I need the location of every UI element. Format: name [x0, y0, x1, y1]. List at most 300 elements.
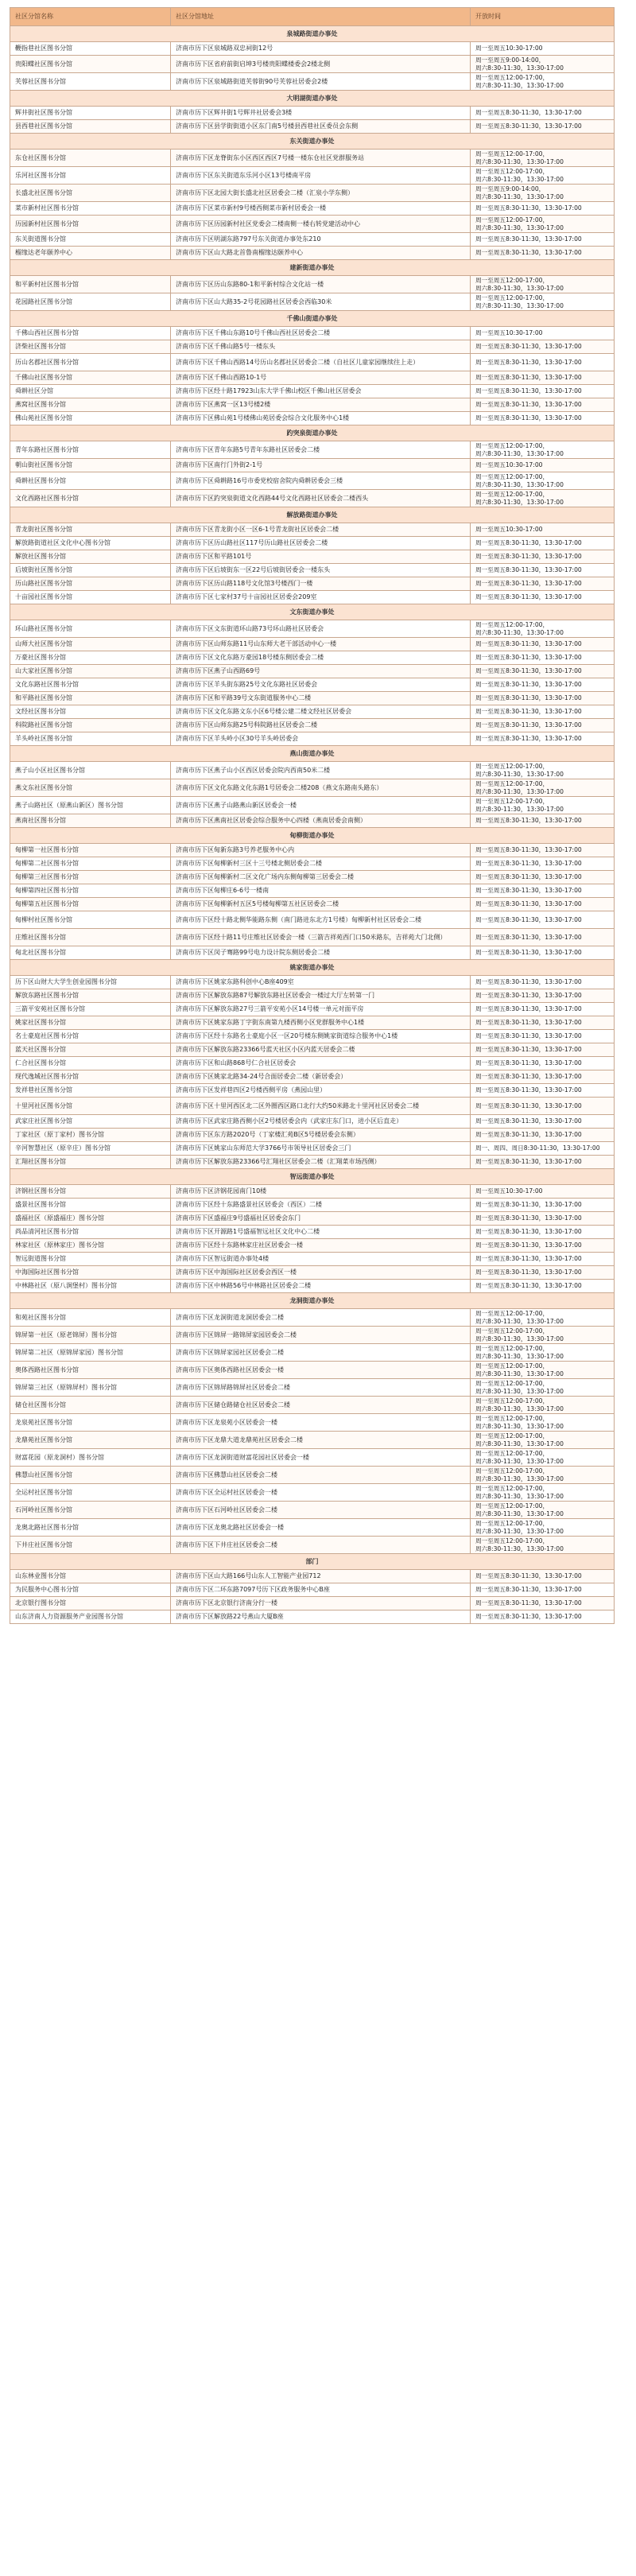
- branch-hours: 周一至周五8:30-11:30，13:30-17:00: [471, 884, 615, 898]
- branch-hours: 周一至周五12:00-17:00， 周六8:30-11:30，13:30-17:00: [471, 1309, 615, 1327]
- table-row: [10, 1344, 615, 1362]
- branch-address: 济南市历下区智远街道办事处4楼: [171, 1253, 471, 1266]
- branch-name: 鞭指巷社区图书分馆: [10, 42, 171, 56]
- district-title: 东关街道办事处: [10, 134, 615, 150]
- table-row: [10, 1502, 615, 1519]
- branch-hours: 周一至周五8:30-11:30，13:30-17:00: [471, 1115, 615, 1129]
- branch-name: 发祥巷社区图书分馆: [10, 1084, 171, 1098]
- table-row: [10, 371, 615, 385]
- branch-name: 历园新村社区图书分馆: [10, 216, 171, 233]
- branch-hours: 周一至周五8:30-11:30，13:30-17:00: [471, 1597, 615, 1610]
- branch-address: 济南市历下区南行门外街2-1号: [171, 459, 471, 472]
- branch-name: 山大家社区图书分馆: [10, 665, 171, 678]
- branch-address: 济南市历下区奥体西路社区居委会一楼: [171, 1362, 471, 1379]
- branch-hours: 周一至周五8:30-11:30，13:30-17:00: [471, 857, 615, 871]
- branch-hours: 周一至周五12:00-17:00， 周六8:30-11:30，13:30-17:00: [471, 150, 615, 167]
- branch-hours: 周一至周五8:30-11:30，13:30-17:00: [471, 1070, 615, 1084]
- branch-hours: 周一至周五8:30-11:30，13:30-17:00: [471, 638, 615, 651]
- branch-hours: 周一至周五8:30-11:30，13:30-17:00: [471, 946, 615, 960]
- branch-address: 济南市历下区泉城路街道芙蓉街90号芙蓉社居委会2楼: [171, 73, 471, 91]
- district-title: 解放路街道办事处: [10, 507, 615, 523]
- table-row: [10, 1115, 615, 1129]
- branch-address: 济南市历下区燕窝一区13号楼2楼: [171, 398, 471, 412]
- table-row: [10, 665, 615, 678]
- branch-name: 武家庄社区图书分馆: [10, 1115, 171, 1129]
- table-header-row: [10, 8, 615, 26]
- table-row: [10, 1397, 615, 1414]
- branch-hours: 周一至周五8:30-11:30，13:30-17:00: [471, 719, 615, 732]
- district-title: 龙洞街道办事处: [10, 1293, 615, 1309]
- branch-address: 济南市历下区发祥巷四区2号楼西侧平房（燕园山里）: [171, 1084, 471, 1098]
- branch-address: 济南市历下区羊头街东路25号文化东路社区居委会: [171, 678, 471, 692]
- branch-name: 甸柳第二社区图书分馆: [10, 857, 171, 871]
- table-row: [10, 1597, 615, 1610]
- library-branch-list: [10, 7, 614, 1624]
- branch-hours: 周一至周五8:30-11:30，13:30-17:00: [471, 651, 615, 665]
- branch-name: 蓝天社区图书分馆: [10, 1043, 171, 1057]
- branch-address: 济南市历下区历山路118号文化馆3号楼西门一楼: [171, 577, 471, 591]
- branch-hours: 周一至周五12:00-17:00， 周六8:30-11:30，13:30-17:00: [471, 797, 615, 814]
- branch-hours: 周一至周五12:00-17:00， 周六8:30-11:30，13:30-17:00: [471, 1397, 615, 1414]
- branch-hours: 周一至周五8:30-11:30，13:30-17:00: [471, 577, 615, 591]
- branch-address: 济南市历下区山师东路11号山东师大老干部活动中心一楼: [171, 638, 471, 651]
- branch-name: 贵阳蝶社区图书分馆: [10, 56, 171, 73]
- branch-name: 锦屏第一社区（原老锦屏）图书分馆: [10, 1327, 171, 1344]
- branch-name: 十亩园社区图书分馆: [10, 591, 171, 604]
- table-row: [10, 354, 615, 371]
- table-row: [10, 1057, 615, 1070]
- branch-name: 甸柳第四社区图书分馆: [10, 884, 171, 898]
- branch-address: 济南市历下区盛福庄9号盛福社区居委会东门: [171, 1212, 471, 1226]
- branch-name: 文化东路社区图书分馆: [10, 678, 171, 692]
- branch-hours: 周一至周五12:00-17:00， 周六8:30-11:30，13:30-17:00: [471, 73, 615, 91]
- table-row: [10, 732, 615, 746]
- table-row: [10, 1226, 615, 1239]
- branch-address: 济南市历下区山大路35-2号花园路社区居委会西临30米: [171, 293, 471, 311]
- branch-hours: 周一至周五8:30-11:30，13:30-17:00: [471, 233, 615, 247]
- table-row: [10, 472, 615, 490]
- table-row: [10, 844, 615, 857]
- table-row: [10, 1266, 615, 1280]
- table-row: [10, 1129, 615, 1142]
- table-row: [10, 1327, 615, 1344]
- district-header-row: [10, 960, 615, 976]
- table-row: [10, 1280, 615, 1293]
- branch-hours: 周一至周五8:30-11:30，13:30-17:00: [471, 371, 615, 385]
- branch-hours: 周一至周五12:00-17:00， 周六8:30-11:30，13:30-17:00: [471, 779, 615, 797]
- branch-hours: 周一至周五8:30-11:30，13:30-17:00: [471, 1266, 615, 1280]
- branch-address: 济南市历下区佛慧山社区居委会二楼: [171, 1467, 471, 1484]
- branch-name: 龙鼎苑社区图书分馆: [10, 1432, 171, 1449]
- branch-address: 济南市历下区历山东路80-1和平新村综合文化站一楼: [171, 276, 471, 293]
- branch-hours: 周一至周五8:30-11:30，13:30-17:00: [471, 844, 615, 857]
- branch-address: 济南市历下区龙鼎大道龙鼎苑社区居委会二楼: [171, 1432, 471, 1449]
- branch-name: 现代逸城社区图书分馆: [10, 1070, 171, 1084]
- branch-address: 济南市历下区山大路166号山东人工智能产业园712: [171, 1570, 471, 1583]
- branch-address: 济南市历下区千佛山东路10号千佛山西社区居委会二楼: [171, 327, 471, 340]
- table-row: [10, 871, 615, 884]
- table-row: [10, 1309, 615, 1327]
- branch-address: 济南市历下区储仓路储仓社区居委会二楼: [171, 1397, 471, 1414]
- branch-name: 济柴社区图书分馆: [10, 340, 171, 354]
- branch-name: 储仓社区图书分馆: [10, 1397, 171, 1414]
- branch-hours: 周一至周五12:00-17:00， 周六8:30-11:30，13:30-17:00: [471, 472, 615, 490]
- branch-hours: 周一至周五10:30-17:00: [471, 1185, 615, 1199]
- branch-table: [10, 7, 615, 1624]
- branch-hours: 周一至周五8:30-11:30，13:30-17:00: [471, 591, 615, 604]
- table-row: [10, 1016, 615, 1030]
- branch-name: 龙奥北路社区图书分馆: [10, 1519, 171, 1537]
- branch-name: 石河岭社区图书分馆: [10, 1502, 171, 1519]
- branch-name: 青龙街社区图书分馆: [10, 523, 171, 537]
- branch-name: 万豪社区图书分馆: [10, 651, 171, 665]
- branch-hours: 周一至周五8:30-11:30，13:30-17:00: [471, 550, 615, 564]
- table-row: [10, 42, 615, 56]
- table-row: [10, 441, 615, 459]
- branch-address: 济南市历下区历山路社区117号历山路社区居委会二楼: [171, 537, 471, 550]
- branch-name: 榴缘达老年颐养中心: [10, 247, 171, 260]
- table-row: [10, 779, 615, 797]
- branch-name: 甸柳第一社区图书分馆: [10, 844, 171, 857]
- branch-address: 济南市历下区后坡街东一区22号后坡街居委会一楼东头: [171, 564, 471, 577]
- branch-address: 济南市历下区姚家东路科创中心B座409室: [171, 976, 471, 989]
- branch-name: 甸柳第五社区图书分馆: [10, 898, 171, 911]
- branch-name: 奥体西路社区图书分馆: [10, 1362, 171, 1379]
- branch-name: 燕子山小区社区图书分馆: [10, 762, 171, 779]
- branch-name: 和平路社区图书分馆: [10, 692, 171, 705]
- branch-name: 燕南社区图书分馆: [10, 814, 171, 828]
- branch-address: 济南市历下区羊头岭小区30号羊头岭居委会: [171, 732, 471, 746]
- branch-address: 济南市历下区燕子山小区西区居委会院内西南50米二楼: [171, 762, 471, 779]
- branch-address: 济南市历下区姚家山东师范大学3766号市领导社区居委会三门: [171, 1142, 471, 1156]
- branch-hours: 周一至周五12:00-17:00， 周六8:30-11:30，13:30-17:00: [471, 1449, 615, 1467]
- table-row: [10, 398, 615, 412]
- branch-name: 林家社区（原林家庄）图书分馆: [10, 1239, 171, 1253]
- branch-address: 济南市历下区东关街道东乐河小区13号楼南平房: [171, 167, 471, 185]
- branch-address: 济南市历下区北京银行济南分行一楼: [171, 1597, 471, 1610]
- branch-address: 济南市历下区锦屏家园社区居委会二楼: [171, 1344, 471, 1362]
- branch-name: 千佛山社区图书分馆: [10, 371, 171, 385]
- branch-hours: 周一至周五12:00-17:00， 周六8:30-11:30，13:30-17:00: [471, 293, 615, 311]
- branch-address: 济南市历下区武家庄路西侧小区2号楼居委会内（武家庄东门口，进小区后直走）: [171, 1115, 471, 1129]
- branch-address: 济南市历下区甸柳新村三区十三号楼北侧居委会二楼: [171, 857, 471, 871]
- branch-hours: 周一至周五12:00-17:00， 周六8:30-11:30，13:30-17:00: [471, 762, 615, 779]
- table-row: [10, 167, 615, 185]
- branch-name: 辛河智慧社区（原辛庄）图书分馆: [10, 1142, 171, 1156]
- branch-hours: 周一至周五12:00-17:00， 周六8:30-11:30，13:30-17:00: [471, 620, 615, 638]
- branch-name: 北京银行图书分馆: [10, 1597, 171, 1610]
- branch-hours: 周一至周五8:30-11:30，13:30-17:00: [471, 678, 615, 692]
- branch-hours: 周一至周五12:00-17:00， 周六8:30-11:30，13:30-17:00: [471, 1432, 615, 1449]
- branch-name: 仁合社区图书分馆: [10, 1057, 171, 1070]
- branch-hours: 周一至周五8:30-11:30，13:30-17:00: [471, 1003, 615, 1016]
- branch-hours: 周一至周五8:30-11:30，13:30-17:00: [471, 1084, 615, 1098]
- branch-address: 济南市历下区舜耕路16号市委党校宿舍院内舜耕居委会三楼: [171, 472, 471, 490]
- branch-name: 庄维社区图书分馆: [10, 929, 171, 946]
- branch-name: 智远街道图书分馆: [10, 1253, 171, 1266]
- branch-hours: 周一至周五12:00-17:00， 周六8:30-11:30，13:30-17:00: [471, 1537, 615, 1554]
- district-header-row: [10, 746, 615, 762]
- table-row: [10, 1212, 615, 1226]
- branch-hours: 周一至周五12:00-17:00， 周六8:30-11:30，13:30-17:00: [471, 441, 615, 459]
- branch-hours: 周一至周五8:30-11:30，13:30-17:00: [471, 1570, 615, 1583]
- branch-name: 环山路社区图书分馆: [10, 620, 171, 638]
- branch-address: 济南市历下区甸新东路3号养老服务中心内: [171, 844, 471, 857]
- branch-name: 菜市新村社区图书分馆: [10, 202, 171, 216]
- table-row: [10, 1239, 615, 1253]
- branch-name: 东关街道图书分馆: [10, 233, 171, 247]
- table-row: [10, 577, 615, 591]
- branch-name: 羊头岭社区图书分馆: [10, 732, 171, 746]
- district-header-row: [10, 1293, 615, 1309]
- table-row: [10, 1043, 615, 1057]
- table-row: [10, 550, 615, 564]
- branch-address: 济南市历下区山师东路25号科院路社区居委会二楼: [171, 719, 471, 732]
- branch-hours: 周一至周五12:00-17:00， 周六8:30-11:30，13:30-17:00: [471, 167, 615, 185]
- branch-name: 山东林业图书分馆: [10, 1570, 171, 1583]
- table-row: [10, 1142, 615, 1156]
- branch-address: 济南市历下区趵突泉街道文化西路44号文化西路社区居委会二楼西头: [171, 490, 471, 507]
- branch-address: 济南市历下区文化东路万豪园18号楼东侧居委会二楼: [171, 651, 471, 665]
- branch-name: 佛山苑社区图书分馆: [10, 412, 171, 425]
- district-header-row: [10, 425, 615, 441]
- table-row: [10, 678, 615, 692]
- table-row: [10, 412, 615, 425]
- table-row: [10, 762, 615, 779]
- branch-address: 济南市历下区姚家北路34-24号合面居委会二楼（新居委会）: [171, 1070, 471, 1084]
- table-row: [10, 1570, 615, 1583]
- branch-address: 济南市历下区和平路101号: [171, 550, 471, 564]
- branch-hours: 周一至周五12:00-17:00， 周六8:30-11:30，13:30-17:00: [471, 1362, 615, 1379]
- branch-hours: 周一至周五8:30-11:30，13:30-17:00: [471, 898, 615, 911]
- branch-hours: 周一至周五8:30-11:30，13:30-17:00: [471, 1583, 615, 1597]
- branch-name: 甸柳第三社区图书分馆: [10, 871, 171, 884]
- branch-address: 济南市历下区龙奥北路社区居委会一楼: [171, 1519, 471, 1537]
- branch-hours: 周一至周五8:30-11:30，13:30-17:00: [471, 929, 615, 946]
- branch-name: 丁家社区（原丁家村）图书分馆: [10, 1129, 171, 1142]
- branch-name: 青年东路社区图书分馆: [10, 441, 171, 459]
- branch-name: 佛慧山社区图书分馆: [10, 1467, 171, 1484]
- branch-name: 解放社区图书分馆: [10, 550, 171, 564]
- column-header-hours: 开放时间: [471, 8, 615, 26]
- branch-name: 财富花园（原龙洞村）图书分馆: [10, 1449, 171, 1467]
- district-header-row: [10, 134, 615, 150]
- table-row: [10, 202, 615, 216]
- district-title: 大明湖街道办事处: [10, 91, 615, 107]
- table-row: [10, 185, 615, 202]
- branch-hours: 周一至周五8:30-11:30，13:30-17:00: [471, 1098, 615, 1115]
- branch-name: 乐河社区图书分馆: [10, 167, 171, 185]
- branch-name: 后坡街社区图书分馆: [10, 564, 171, 577]
- branch-address: 济南市历下区文化东路文化东路1号居委会二楼208（燕文东路南头路东）: [171, 779, 471, 797]
- branch-name: 下井庄社区图书分馆: [10, 1537, 171, 1554]
- district-title: 趵突泉街道办事处: [10, 425, 615, 441]
- table-row: [10, 1199, 615, 1212]
- branch-address: 济南市历下区经十东路名士豪庭小区一区20号楼东侧姚家街道综合服务中心1楼: [171, 1030, 471, 1043]
- branch-address: 济南市历下区甸柳新村二区文化广场内东侧甸柳第三居委会二楼: [171, 871, 471, 884]
- branch-hours: 周一至周五8:30-11:30，13:30-17:00: [471, 1199, 615, 1212]
- branch-hours: 周一至周五8:30-11:30，13:30-17:00: [471, 1129, 615, 1142]
- district-title: 建新街道办事处: [10, 260, 615, 276]
- table-row: [10, 591, 615, 604]
- table-row: [10, 1583, 615, 1597]
- table-row: [10, 620, 615, 638]
- table-row: [10, 327, 615, 340]
- branch-hours: 周一至周五8:30-11:30，13:30-17:00: [471, 871, 615, 884]
- table-row: [10, 651, 615, 665]
- branch-address: 济南市历下区经十路17923山东大学千佛山校区千佛山社区居委会: [171, 385, 471, 398]
- branch-name: 解放东路社区图书分馆: [10, 989, 171, 1003]
- branch-name: 甸柳村社区图书分馆: [10, 911, 171, 929]
- branch-name: 文经社区图书分馆: [10, 705, 171, 719]
- branch-hours: 周一至周五8:30-11:30，13:30-17:00: [471, 1043, 615, 1057]
- branch-address: 济南市历下区泉城路双忠祠街12号: [171, 42, 471, 56]
- branch-address: 济南市历下区历园新村社区党委会二楼南侧一楼右转党建活动中心: [171, 216, 471, 233]
- branch-name: 山东济南人力资源服务产业园图书分馆: [10, 1610, 171, 1624]
- branch-address: 济南市历下区文东街道环山路73号环山路社区居委会: [171, 620, 471, 638]
- branch-address: 济南市历下区经十路11号庄维社区居委会一楼（三箭吉祥苑西门口50米路东，吉祥苑大门北侧）: [171, 929, 471, 946]
- branch-address: 济南市历下区文化东路文东小区6号楼公建二楼文经社区居委会: [171, 705, 471, 719]
- table-row: [10, 797, 615, 814]
- table-row: [10, 857, 615, 871]
- district-title: 燕山街道办事处: [10, 746, 615, 762]
- branch-name: 千佛山西社区图书分馆: [10, 327, 171, 340]
- district-title: 千佛山街道办事处: [10, 311, 615, 327]
- branch-address: 济南市历下区辉井街1号辉井社居委会3楼: [171, 107, 471, 120]
- branch-address: 济南市历下区和山路868号仁合社区居委会: [171, 1057, 471, 1070]
- branch-name: 燕子山路社区（原燕山新区）图书分馆: [10, 797, 171, 814]
- district-header-row: [10, 26, 615, 42]
- branch-address: 济南市历下区甸柳庄6-6号一楼南: [171, 884, 471, 898]
- branch-name: 为民服务中心图书分馆: [10, 1583, 171, 1597]
- table-row: [10, 216, 615, 233]
- branch-hours: 周一至周五8:30-11:30，13:30-17:00: [471, 665, 615, 678]
- branch-name: 名士豪庭社区图书分馆: [10, 1030, 171, 1043]
- branch-hours: 周一至周五12:00-17:00， 周六8:30-11:30，13:30-17:00: [471, 1502, 615, 1519]
- district-header-row: [10, 507, 615, 523]
- district-title: 甸柳街道办事处: [10, 828, 615, 844]
- district-header-row: [10, 1554, 615, 1570]
- branch-name: 和苑社区图书分馆: [10, 1309, 171, 1327]
- branch-address: 济南市历下区闵子骞路99号电力设计院东侧居委会二楼: [171, 946, 471, 960]
- branch-name: 解放路街道社区文化中心图书分馆: [10, 537, 171, 550]
- district-title: 姚家街道办事处: [10, 960, 615, 976]
- branch-address: 济南市历下区龙脊街东小区西区西区7号楼一楼东仓社区党群服务站: [171, 150, 471, 167]
- branch-hours: 周一、周四、周日8:30-11:30，13:30-17:00: [471, 1142, 615, 1156]
- branch-hours: 周一至周五8:30-11:30，13:30-17:00: [471, 1226, 615, 1239]
- branch-name: 锦屏第二社区（原锦屏家园）图书分馆: [10, 1344, 171, 1362]
- branch-hours: 周一至周五8:30-11:30，13:30-17:00: [471, 911, 615, 929]
- branch-hours: 周一至周五8:30-11:30，13:30-17:00: [471, 1610, 615, 1624]
- branch-address: 济南市历下区下井庄社区居委会二楼: [171, 1537, 471, 1554]
- branch-hours: 周一至周五10:30-17:00: [471, 327, 615, 340]
- branch-address: 济南市历下区解放东路23366号蓝天社区小区内蓝天居委会二楼: [171, 1043, 471, 1057]
- table-row: [10, 929, 615, 946]
- branch-hours: 周一至周五8:30-11:30，13:30-17:00: [471, 398, 615, 412]
- table-row: [10, 976, 615, 989]
- branch-name: 全运村社区图书分馆: [10, 1484, 171, 1502]
- district-header-row: [10, 260, 615, 276]
- branch-name: 姚家社区图书分馆: [10, 1016, 171, 1030]
- branch-address: 济南市历下区十里河西区北二区外圈西区路口北行大约50米路北十里河社区居委会二楼: [171, 1098, 471, 1115]
- branch-hours: 周一至周五12:00-17:00， 周六8:30-11:30，13:30-17:00: [471, 276, 615, 293]
- branch-address: 济南市历下区明湖东路797号东关街道办事处东210: [171, 233, 471, 247]
- table-row: [10, 705, 615, 719]
- table-body: [10, 26, 615, 1624]
- table-row: [10, 884, 615, 898]
- branch-hours: 周一至周五8:30-11:30，13:30-17:00: [471, 564, 615, 577]
- table-row: [10, 537, 615, 550]
- table-row: [10, 1003, 615, 1016]
- branch-hours: 周一至周五8:30-11:30，13:30-17:00: [471, 247, 615, 260]
- branch-hours: 周一至周五12:00-17:00， 周六8:30-11:30，13:30-17:00: [471, 1519, 615, 1537]
- branch-address: 济南市历下区佛山苑1号楼佛山苑居委会综合文化服务中心1楼: [171, 412, 471, 425]
- branch-name: 甸北社区图书分馆: [10, 946, 171, 960]
- branch-address: 济南市历下区千佛山西路10-1号: [171, 371, 471, 385]
- branch-address: 济南市历下区青龙街小区一区6-1号青龙街社区居委会二楼: [171, 523, 471, 537]
- branch-address: 济南市历下区经十东路林家庄社区居委会一楼: [171, 1239, 471, 1253]
- branch-address: 济南市历下区甸柳新村五区5号楼甸柳第五社区居委会二楼: [171, 898, 471, 911]
- branch-address: 济南市历下区开源路1号盛福智远社区文化中心二楼: [171, 1226, 471, 1239]
- branch-address: 济南市历下区经十路北侧华能路东侧（南门路进东北方1号楼）甸柳新村社区居委会二楼: [171, 911, 471, 929]
- branch-hours: 周一至周五8:30-11:30，13:30-17:00: [471, 732, 615, 746]
- branch-hours: 周一至周五10:30-17:00: [471, 523, 615, 537]
- branch-address: 济南市历下区龙洞街道财富花园社区居委会一楼: [171, 1449, 471, 1467]
- branch-address: 济南市历下区千佛山路5号一楼东头: [171, 340, 471, 354]
- branch-hours: 周一至周五12:00-17:00， 周六8:30-11:30，13:30-17:00: [471, 1484, 615, 1502]
- branch-name: 舜耕社区分馆: [10, 385, 171, 398]
- branch-name: 舜耕社区图书分馆: [10, 472, 171, 490]
- table-row: [10, 1414, 615, 1432]
- branch-name: 龙泉苑社区图书分馆: [10, 1414, 171, 1432]
- table-row: [10, 1185, 615, 1199]
- branch-hours: 周一至周五8:30-11:30，13:30-17:00: [471, 692, 615, 705]
- table-row: [10, 898, 615, 911]
- branch-name: 济钢社区图书分馆: [10, 1185, 171, 1199]
- branch-address: 济南市历下区中林路56号中林路社区居委会二楼: [171, 1280, 471, 1293]
- branch-address: 济南市历下区燕子山西路69号: [171, 665, 471, 678]
- branch-name: 尚品清河社区图书分馆: [10, 1226, 171, 1239]
- branch-name: 锦屏第三社区（原锦屏村）图书分馆: [10, 1379, 171, 1397]
- branch-name: 燕文东社区图书分馆: [10, 779, 171, 797]
- table-row: [10, 564, 615, 577]
- table-row: [10, 1362, 615, 1379]
- table-row: [10, 1253, 615, 1266]
- branch-hours: 周一至周五8:30-11:30，13:30-17:00: [471, 1156, 615, 1169]
- table-row: [10, 1156, 615, 1169]
- district-header-row: [10, 91, 615, 107]
- branch-hours: 周一至周五10:30-17:00: [471, 42, 615, 56]
- table-row: [10, 293, 615, 311]
- district-header-row: [10, 311, 615, 327]
- table-row: [10, 385, 615, 398]
- district-header-row: [10, 828, 615, 844]
- branch-address: 济南市历下区石河岭社区居委会二楼: [171, 1502, 471, 1519]
- table-row: [10, 1084, 615, 1098]
- branch-name: 燕窝社区图书分馆: [10, 398, 171, 412]
- branch-name: 朝山街社区图书分馆: [10, 459, 171, 472]
- branch-address: 济南市历下区锦屏路锦屏社区居委会二楼: [171, 1379, 471, 1397]
- branch-name: 山师大社区图书分馆: [10, 638, 171, 651]
- branch-hours: 周一至周五12:00-17:00， 周六8:30-11:30，13:30-17:00: [471, 1344, 615, 1362]
- branch-address: 济南市历下区省府前街启坤3号楼贵阳蝶楼委会2楼北侧: [171, 56, 471, 73]
- branch-address: 济南市历下区东方路2020号（丁家楼汇苑B区5号楼居委会东侧）: [171, 1129, 471, 1142]
- branch-hours: 周一至周五8:30-11:30，13:30-17:00: [471, 412, 615, 425]
- branch-address: 济南市历下区解放路22号燕山大厦B座: [171, 1610, 471, 1624]
- branch-name: 盛福社区（原盛福庄）图书分馆: [10, 1212, 171, 1226]
- branch-address: 济南市历下区千佛山西路14号历山名郡社区居委会二楼（自社区儿童家园继续往上走）: [171, 354, 471, 371]
- table-row: [10, 1098, 615, 1115]
